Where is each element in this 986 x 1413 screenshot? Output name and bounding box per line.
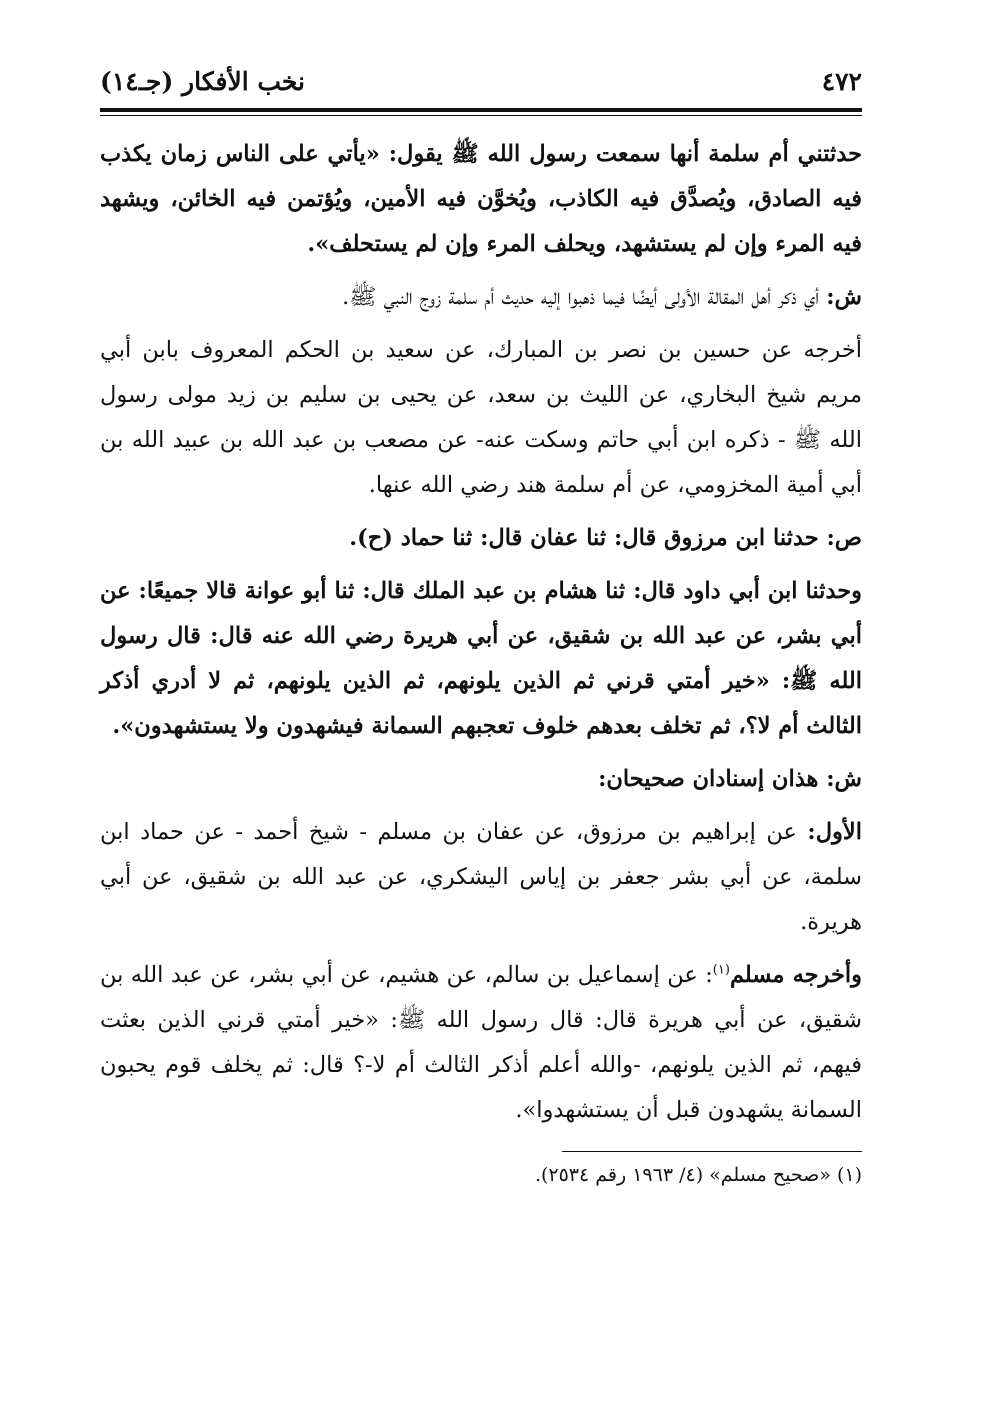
paragraph-text: حدثنا ابن مرزوق قال: ثنا عفان قال: ثنا حماد (ح).: [349, 525, 819, 551]
book-title: نخب الأفكار (جـ١٤): [100, 67, 306, 96]
paragraph-sanad-ibn-marzuq: [100, 516, 862, 561]
footnote: (١) «صحيح مسلم» (٤/ ١٩٦٣ رقم ٢٥٣٤).: [534, 1164, 862, 1186]
footnote-divider: [562, 1151, 862, 1152]
paragraph-text: أخرجه عن حسين بن نصر بن المبارك، عن سعيد بن الحكم المعروف بابن أبي مريم شيخ البخاري، عن الليث بن سعد، عن يحيى بن سليم بن زيد مولى رسول الله ﷺ - ذكره ابن أبي حاتم وسكت عنه- عن مصعب بن عبد الله بن عبيد الله بن أبي أمية المخزومي، عن أم سلمة هند رضي الله عنها.: [100, 337, 862, 498]
page-body: [100, 132, 862, 1133]
header-divider: [100, 115, 862, 116]
paragraph-first-isnad: [100, 810, 862, 945]
footnote-reference: (١): [712, 962, 730, 978]
paragraph-text: عن إبراهيم بن مرزوق، عن عفان بن مسلم - شيخ أحمد - عن حماد ابن سلمة، عن أبي بشر جعفر بن إياس اليشكري، عن عبد الله بن شقيق، عن أبي هريرة.: [100, 819, 862, 935]
paragraph-lead: ش:: [826, 766, 862, 792]
paragraph-text: هذان إسنادان صحيحان:: [598, 766, 819, 792]
paragraph-lead: الأول:: [807, 819, 862, 845]
paragraph-lead: وأخرجه مسلم: [729, 962, 862, 988]
paragraph-lead: ش:: [826, 284, 862, 310]
paragraph-hadith-umm-salama: [100, 132, 862, 267]
paragraph-muslim: [100, 953, 862, 1133]
paragraph-text: حدثتني أم سلمة أنها سمعت رسول الله ﷺ يقول: «يأتي على الناس زمان يكذب فيه الصادق، ويُصدَّق فيه الكاذب، ويُخوَّن فيه الأمين، ويُؤتمن فيه الخائن، ويشهد فيه المرء وإن لم يستشهد، ويحلف المرء وإن لم يستحلف».: [100, 141, 862, 257]
page-number: ٤٧٢: [821, 67, 862, 96]
paragraph-text: وحدثنا ابن أبي داود قال: ثنا هشام بن عبد الملك قال: ثنا أبو عوانة قالا جميعًا: عن أبي بشر، عن عبد الله بن شقيق، عن أبي هريرة رضي الله عنه قال: قال رسول الله ﷺ: «خير أمتي قرني ثم الذين يلونهم، ثم الذين يلونهم، ثم لا أدري أذكر الثالث أم لا؟، ثم تخلف بعدهم خلوف تعجبهم السمانة فيشهدون ولا يستشهدون».: [100, 578, 862, 739]
paragraph-sharh-1: [100, 275, 862, 320]
paragraph-lead: ص:: [826, 525, 862, 551]
paragraph-hadith-abu-hurayra: [100, 569, 862, 749]
paragraph-text: أي ذكر أهل المقالة الأولى أيضًا فيما ذهبوا إليه حديث أم سلمة زوج النبي ﷺ.: [342, 284, 820, 310]
paragraph-sharh-2: [100, 757, 862, 802]
paragraph-text: : عن إسماعيل بن سالم، عن هشيم، عن أبي بشر، عن عبد الله بن شقيق، عن أبي هريرة قال: قال رسول الله ﷺ: «خير أمتي قرني الذين بعثت فيهم، ثم الذين يلونهم، -والله أعلم أذكر الثالث أم لا-؟ قال: ثم يخلف قوم يحبون السمانة يشهدون قبل أن يستشهدوا».: [100, 962, 862, 1123]
paragraph-takhrij: [100, 328, 862, 508]
page-header: [100, 66, 862, 112]
